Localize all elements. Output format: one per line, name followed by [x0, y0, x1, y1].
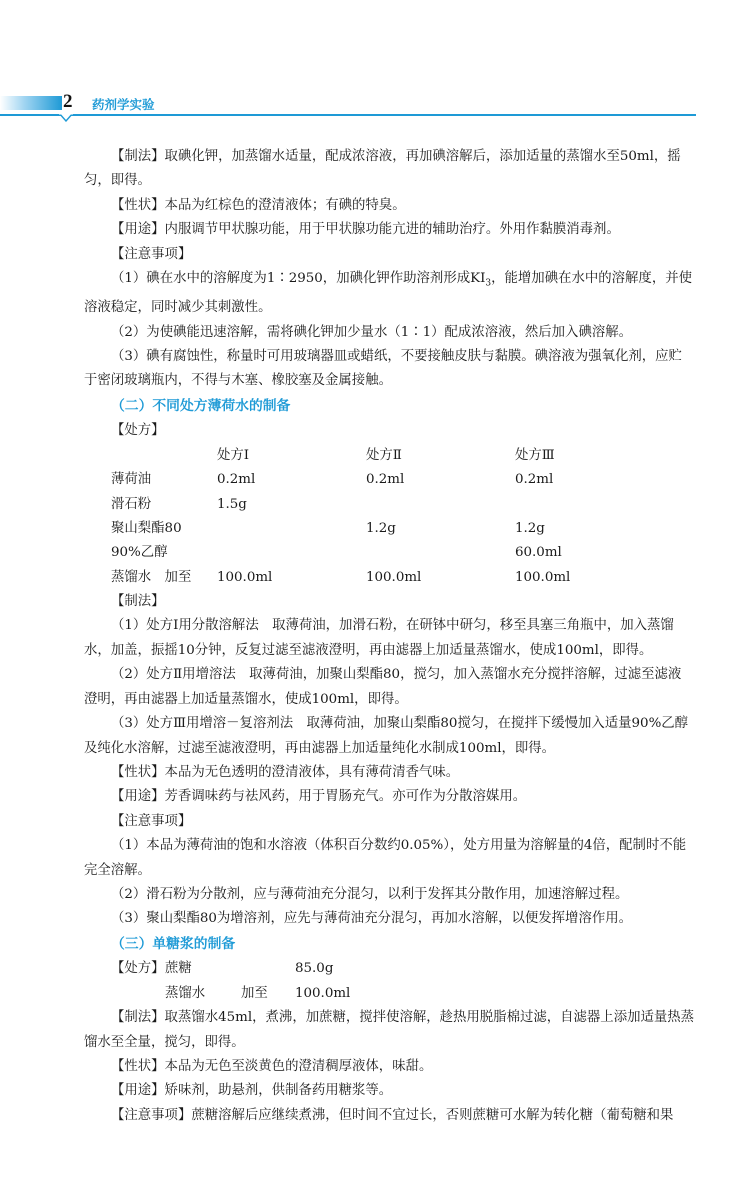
property-paragraph: 【性状】本品为红棕色的澄清液体；有碘的特臭。: [111, 197, 406, 213]
table-cell: 1.2g: [515, 520, 545, 536]
table-cell: 60.0ml: [515, 545, 562, 561]
table-cell: 100.0ml: [217, 569, 273, 585]
table-cell: 100.0ml: [515, 569, 571, 585]
rx-amount: 100.0ml: [295, 985, 351, 1001]
method-3-cont: 及纯化水溶解，过滤至滤液澄明，再由滤器上加适量纯化水制成100ml，即得。: [84, 740, 556, 756]
rx-label: 【处方】: [111, 423, 165, 439]
table-row: [84, 566, 696, 590]
table-header-row: [84, 444, 696, 468]
method-paragraph: 【制法】取蒸馏水45ml，煮沸，加蔗糖，搅拌使溶解，趁热用脱脂棉过滤，自滤器上添加适量热蒸: [111, 1010, 695, 1026]
note-3: （3）聚山梨酯80为增溶剂，应先与薄荷油充分混匀，再加水溶解，以便发挥增溶作用。: [111, 911, 633, 927]
property-paragraph: 【性状】本品为无色至淡黄色的澄清稠厚液体，味甜。: [111, 1058, 433, 1074]
table-header: 处方Ⅰ: [217, 447, 250, 463]
note-3-cont: 于密闭玻璃瓶内，不得与木塞、橡胶塞及金属接触。: [84, 373, 392, 389]
usage-paragraph: 【用途】矫味剂，助悬剂，供制备药用糖浆等。: [111, 1083, 393, 1099]
table-row: [84, 493, 696, 517]
table-header: 处方Ⅱ: [366, 447, 402, 463]
note-1-cont: 完全溶解。: [84, 862, 151, 878]
rx-item: 蔗糖: [165, 961, 192, 977]
table-cell: 0.2ml: [217, 472, 256, 488]
usage-paragraph: 【用途】芳香调味药与祛风药，用于胃肠充气。亦可作为分散溶媒用。: [111, 789, 527, 805]
notes-label: 【注意事项】: [111, 246, 192, 262]
note-1-cont: 溶液稳定，同时减少其刺激性。: [84, 300, 272, 316]
section-title-peppermint: （二）不同处方薄荷水的制备: [111, 397, 291, 414]
notes-label: 【注意事项】: [111, 813, 192, 829]
syrup-rx-row: [84, 982, 696, 1006]
rx-item: 蒸馏水: [165, 985, 206, 1001]
header-notch-icon: [59, 113, 73, 122]
note-1: [84, 267, 696, 296]
table-row: [84, 541, 696, 565]
method-paragraph-cont: 匀，即得。: [84, 173, 151, 189]
table-cell: 薄荷油: [111, 472, 152, 488]
table-cell: 100.0ml: [366, 569, 422, 585]
method-label: 【制法】: [111, 594, 165, 610]
note-1-text-tail: ，能增加碘在水中的溶解度，并使: [491, 271, 692, 287]
method-3: （3）处方Ⅲ用增溶－复溶剂法 取薄荷油，加聚山梨酯80搅匀，在搅拌下缓慢加入适量90%乙醇: [111, 716, 689, 732]
rx-label: 【处方】: [111, 961, 165, 977]
note-3: （3）碘有腐蚀性，称量时可用玻璃器皿或蜡纸，不要接触皮肤与黏膜。碘溶液为强氧化剂，应贮: [111, 348, 682, 364]
method-1-cont: 水，加盖，振摇10分钟，反复过滤至滤液澄明，再由滤器上加适量蒸馏水，使成100ml，即得。: [84, 642, 653, 658]
page-number: 2: [63, 91, 73, 112]
method-paragraph: 【制法】取碘化钾，加蒸馏水适量，配成浓溶液，再加碘溶解后，添加适量的蒸馏水至50ml，摇: [111, 149, 681, 164]
page-header: [0, 0, 750, 130]
method-2: （2）处方Ⅱ用增溶法 取薄荷油，加聚山梨酯80，搅匀，加入蒸馏水充分搅拌溶解，过滤至滤液: [111, 667, 682, 683]
note-1-text: （1）碘在水中的溶解度为1∶2950，加碘化钾作助溶剂形成KI: [111, 271, 486, 287]
notes-paragraph: 【注意事项】蔗糖溶解后应继续煮沸，但时间不宜过长，否则蔗糖可水解为转化糖（葡萄糖和果: [111, 1107, 674, 1123]
section-title-syrup: （三）单糖浆的制备: [111, 935, 236, 952]
table-cell: 聚山梨酯80: [111, 520, 182, 536]
table-cell: 0.2ml: [366, 472, 405, 488]
syrup-rx-row: [84, 957, 696, 981]
note-1-subscript: 3: [485, 278, 492, 289]
table-cell: 滑石粉: [111, 496, 152, 512]
method-1: （1）处方Ⅰ用分散溶解法 取薄荷油，加滑石粉，在研钵中研匀，移至具塞三角瓶中，加入蒸馏: [111, 618, 674, 634]
table-cell: 0.2ml: [515, 472, 554, 488]
prescription-table: [84, 444, 696, 590]
rx-amount: 85.0g: [295, 961, 334, 977]
usage-paragraph: 【用途】内服调节甲状腺功能，用于甲状腺功能亢进的辅助治疗。外用作黏膜消毒剂。: [111, 222, 620, 238]
table-header: 处方Ⅲ: [515, 447, 555, 463]
table-cell: 90%乙醇: [111, 545, 168, 561]
table-row: [84, 517, 696, 541]
method-paragraph-cont: 馏水至全量，搅匀，即得。: [84, 1034, 245, 1050]
table-cell: 1.5g: [217, 496, 247, 512]
rx-addto: 加至: [241, 985, 268, 1001]
header-rule: [0, 114, 696, 116]
book-title: 药剂学实验: [92, 97, 155, 112]
header-accent-bar: [0, 96, 62, 110]
page-body: [84, 145, 696, 1128]
table-cell: 1.2g: [366, 520, 396, 536]
property-paragraph: 【性状】本品为无色透明的澄清液体，具有薄荷清香气味。: [111, 764, 460, 780]
note-1: （1）本品为薄荷油的饱和水溶液（体积百分数约0.05%），处方用量为溶解量的4倍，配制时不能: [111, 838, 687, 854]
note-2: （2）滑石粉为分散剂，应与薄荷油充分混匀，以利于发挥其分散作用，加速溶解过程。: [111, 886, 629, 902]
table-row: [84, 468, 696, 492]
table-cell: 蒸馏水 加至: [111, 569, 192, 585]
note-2: （2）为使碘能迅速溶解，需将碘化钾加少量水（1∶1）配成浓溶液，然后加入碘溶解。: [111, 324, 633, 340]
method-2-cont: 澄明，再由滤器上加适量蒸馏水，使成100ml，即得。: [84, 691, 408, 707]
